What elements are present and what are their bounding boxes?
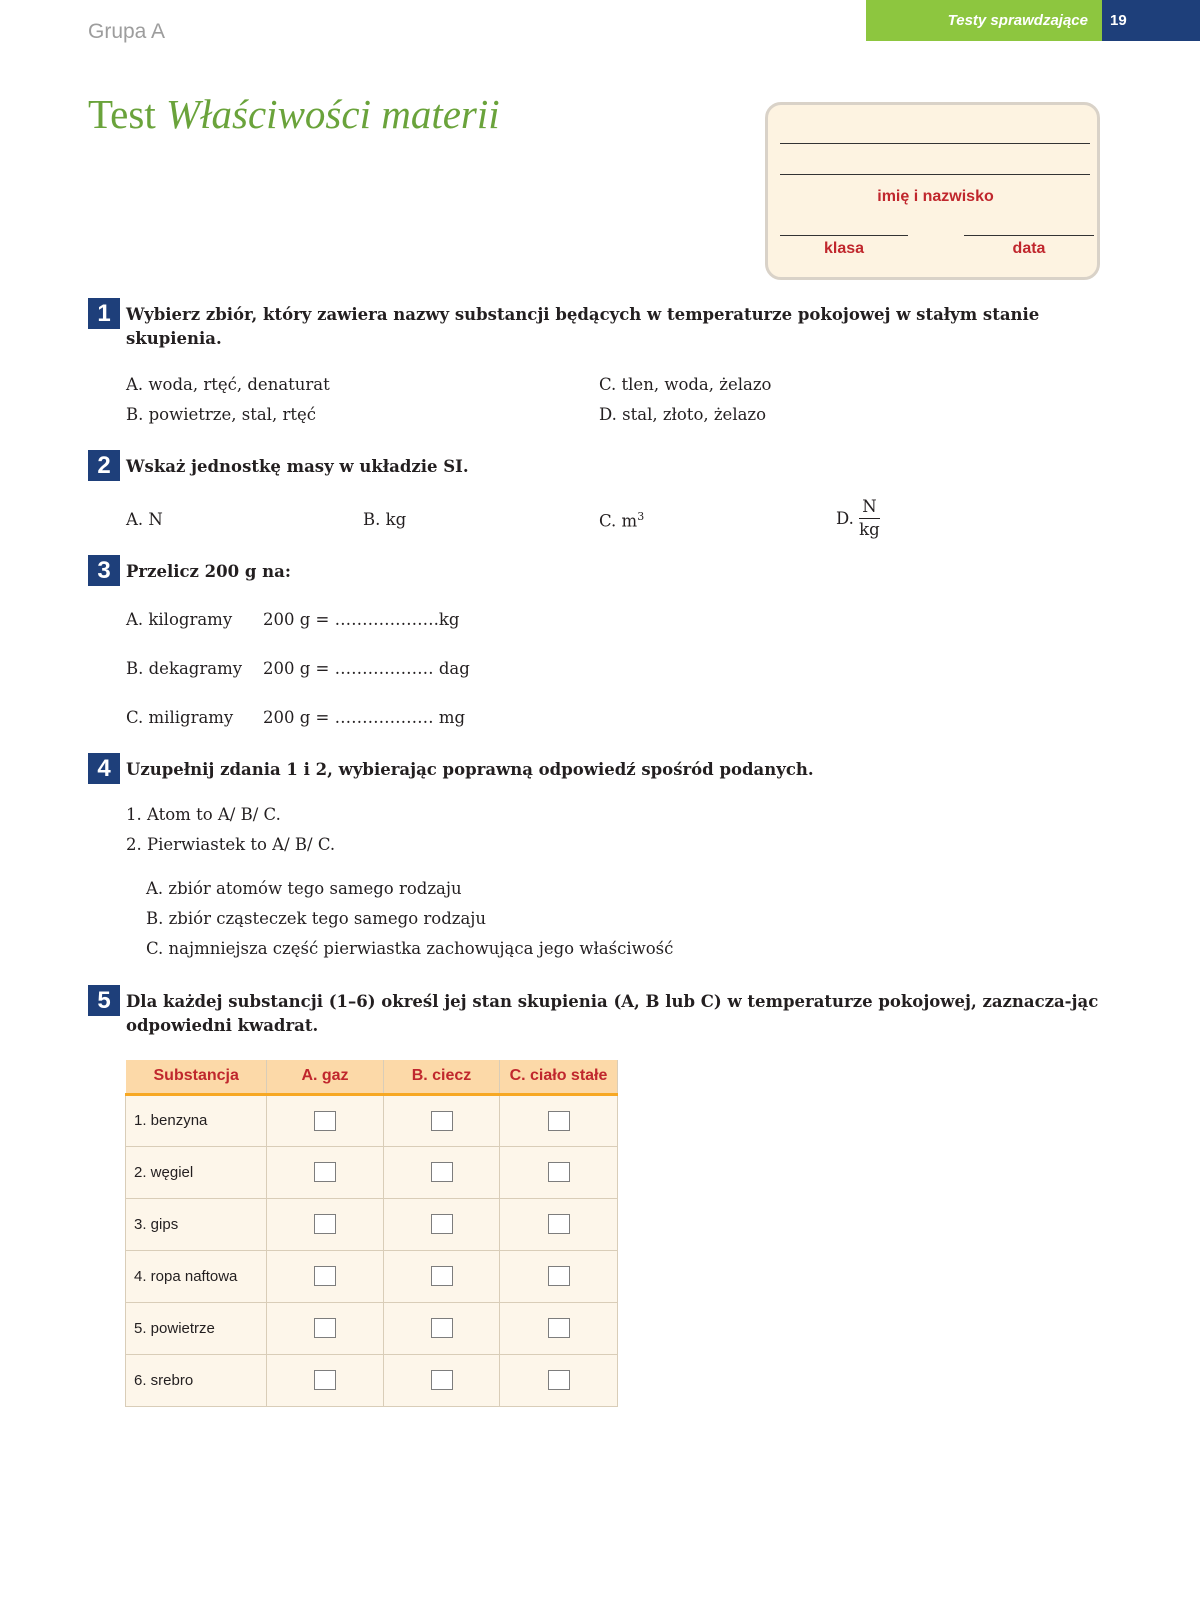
task2-option-b[interactable]: B. kg [363, 510, 407, 529]
task-number: 5 [88, 985, 120, 1016]
liquid-checkbox[interactable] [431, 1162, 453, 1182]
task2-option-d[interactable] [836, 496, 880, 541]
task-question: Uzupełnij zdania 1 i 2, wybierając poprawną odpowiedź spośród podanych. [126, 760, 814, 779]
solid-checkbox[interactable] [548, 1266, 570, 1286]
task-question: Przelicz 200 g na: [126, 562, 291, 581]
solid-checkbox[interactable] [548, 1162, 570, 1182]
substance-name: 6. srebro [126, 1354, 267, 1406]
states-table [125, 1060, 618, 1407]
substance-name: 1. benzyna [126, 1094, 267, 1146]
solid-checkbox[interactable] [548, 1318, 570, 1338]
task1-option-a[interactable]: A. woda, rtęć, denaturat [126, 375, 330, 394]
page-number: 19 [1102, 0, 1200, 41]
liquid-checkbox[interactable] [431, 1266, 453, 1286]
task-number: 1 [88, 298, 120, 329]
substance-name: 4. ropa naftowa [126, 1250, 267, 1302]
column-header-substance: Substancja [126, 1060, 267, 1094]
table-row [126, 1354, 618, 1406]
group-label: Grupa A [88, 20, 166, 43]
gas-checkbox[interactable] [314, 1162, 336, 1182]
gas-checkbox[interactable] [314, 1266, 336, 1286]
task1-option-d[interactable]: D. stal, złoto, żelazo [599, 405, 767, 424]
gas-checkbox[interactable] [314, 1111, 336, 1131]
task2-option-c[interactable] [599, 510, 644, 531]
gas-checkbox[interactable] [314, 1214, 336, 1234]
task3-answer-c[interactable]: 200 g = ……………… mg [263, 708, 466, 727]
task-question: Wybierz zbiór, który zawiera nazwy substancji będących w temperaturze pokojowej w stałym stanie skupienia. [126, 305, 1040, 348]
task4-answer-b: B. zbiór cząsteczek tego samego rodzaju [146, 909, 487, 928]
task4-answer-c: C. najmniejsza część pierwiastka zachowująca jego właściwość [146, 939, 674, 958]
task3-label-c: C. miligramy [126, 708, 234, 727]
column-header-gas: A. gaz [267, 1060, 384, 1094]
series-banner [866, 0, 1102, 41]
date-label: data [1012, 240, 1046, 257]
series-title: Testy sprawdzające [947, 12, 1088, 29]
task3-label-b: B. dekagramy [126, 659, 243, 678]
title-subject: Właściwości materii [165, 91, 500, 137]
column-header-liquid: B. ciecz [384, 1060, 500, 1094]
substance-name: 2. węgiel [126, 1146, 267, 1198]
table-row [126, 1094, 618, 1146]
task1-option-c[interactable]: C. tlen, woda, żelazo [599, 375, 772, 394]
task1-option-b[interactable]: B. powietrze, stal, rtęć [126, 405, 316, 424]
liquid-checkbox[interactable] [431, 1111, 453, 1131]
class-label: klasa [823, 240, 865, 257]
liquid-checkbox[interactable] [431, 1370, 453, 1390]
student-info-box [765, 102, 1100, 280]
table-header-row [126, 1060, 618, 1094]
fraction-numerator: N [859, 496, 880, 519]
task-number: 2 [88, 450, 120, 481]
title-prefix: Test [88, 91, 156, 137]
name-line-2[interactable] [780, 174, 1090, 175]
table-row [126, 1250, 618, 1302]
solid-checkbox[interactable] [548, 1111, 570, 1131]
page-title [88, 90, 500, 138]
task3-answer-a[interactable]: 200 g = ……………….kg [263, 610, 460, 629]
date-line[interactable] [964, 235, 1094, 236]
task4-sentence-1[interactable]: 1. Atom to A/ B/ C. [126, 805, 281, 824]
task-number: 4 [88, 753, 120, 784]
fraction-denominator: kg [859, 520, 880, 539]
class-line[interactable] [780, 235, 908, 236]
fraction [859, 496, 880, 541]
task4-answer-a: A. zbiór atomów tego samego rodzaju [146, 879, 462, 898]
task3-answer-b[interactable]: 200 g = ……………… dag [263, 659, 470, 678]
table-row [126, 1146, 618, 1198]
substance-name: 3. gips [126, 1198, 267, 1250]
task-question: Wskaż jednostkę masy w układzie SI. [126, 457, 469, 476]
task4-sentence-2[interactable]: 2. Pierwiastek to A/ B/ C. [126, 835, 336, 854]
liquid-checkbox[interactable] [431, 1318, 453, 1338]
name-label: imię i nazwisko [877, 188, 994, 205]
gas-checkbox[interactable] [314, 1318, 336, 1338]
option-d-prefix: D. [836, 509, 854, 528]
table-row [126, 1198, 618, 1250]
solid-checkbox[interactable] [548, 1214, 570, 1234]
gas-checkbox[interactable] [314, 1370, 336, 1390]
task-question: Dla każdej substancji (1–6) określ jej stan skupienia (A, B lub C) w temperaturze pokojowej, zaznacza-jąc odpowiedni kwadrat. [126, 992, 1099, 1035]
task3-label-a: A. kilogramy [126, 610, 233, 629]
column-header-solid: C. ciało stałe [500, 1060, 618, 1094]
liquid-checkbox[interactable] [431, 1214, 453, 1234]
task-number: 3 [88, 555, 120, 586]
task2-option-a[interactable]: A. N [126, 510, 163, 529]
table-row [126, 1302, 618, 1354]
substance-name: 5. powietrze [126, 1302, 267, 1354]
option-c-base: C. m [599, 511, 638, 531]
name-line-1[interactable] [780, 143, 1090, 144]
option-c-exponent: 3 [637, 510, 645, 523]
solid-checkbox[interactable] [548, 1370, 570, 1390]
